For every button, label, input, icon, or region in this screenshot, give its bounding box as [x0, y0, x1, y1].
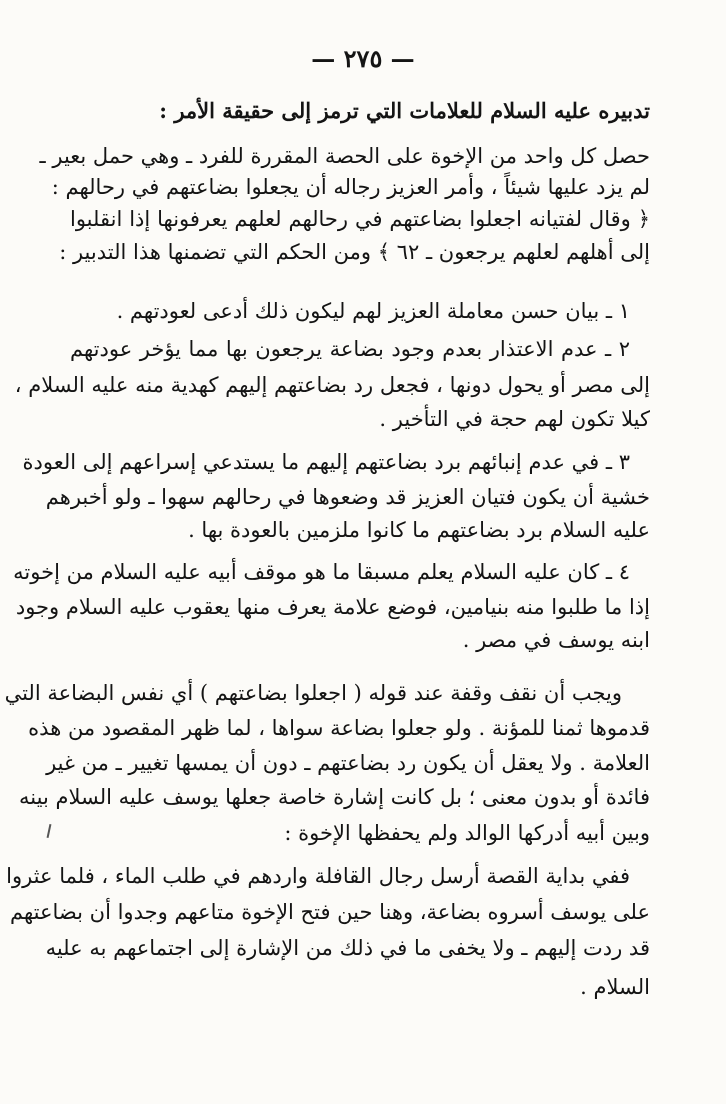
- text-line: قدموها ثمنا للمؤنة . ولو جعلوا بضاعة سواها ، لما ظهر المقصود من هذه: [28, 716, 650, 740]
- text-line: العلامة . ولا يعقل أن يكون رد بضاعتهم ـ دون أن يمسها تغيير ـ من غير: [46, 751, 650, 775]
- text-line: إذا ما طلبوا منه بنيامين، فوضع علامة يعرف منها يعقوب عليه السلام وجود: [15, 595, 650, 619]
- text-line: على يوسف أسروه بضاعة، وهنا حين فتح الإخوة متاعهم وجدوا أن بضاعتهم: [10, 900, 650, 924]
- text-line: كيلا تكون لهم حجة في التأخير .: [379, 407, 650, 431]
- section-heading: تدبيره عليه السلام للعلامات التي ترمز إلى حقيقة الأمر :: [159, 98, 650, 123]
- page-number: — ٢٧٥ —: [311, 44, 415, 73]
- text-line: فائدة أو بدون معنى ؛ بل كانت إشارة خاصة جعلها يوسف عليه السلام بينه: [19, 785, 650, 809]
- list-item-3: ٣ ـ في عدم إنبائهم برد بضاعتهم إليهم ما يستدعي إسراعهم إلى العودة: [22, 450, 630, 474]
- text-line: السلام .: [580, 975, 650, 999]
- paragraph-start: ويجب أن نقف وقفة عند قوله ( اجعلوا بضاعتهم ) أي نفس البضاعة التي: [4, 681, 622, 705]
- list-item-4: ٤ ـ كان عليه السلام يعلم مسبقا ما هو موقف أبيه عليه السلام من إخوته: [13, 560, 630, 584]
- list-item-1: ١ ـ بيان حسن معاملة العزيز لهم ليكون ذلك أدعى لعودتهم .: [116, 299, 630, 323]
- text-line: حصل كل واحد من الإخوة على الحصة المقررة للفرد ـ وهي حمل بعير ـ: [39, 144, 650, 168]
- text-line: وبين أبيه أدركها الوالد ولم يحفظها الإخوة :: [284, 821, 650, 845]
- quran-verse-line: إلى أهلهم لعلهم يرجعون ـ ٦٢ ﴾ ومن الحكم التي تضمنها هذا التدبير :: [59, 240, 650, 264]
- text-line: إلى مصر أو يحول دونها ، فجعل رد بضاعتهم إليهم كهدية منه عليه السلام ،: [14, 373, 650, 397]
- text-line: خشية أن يكون فتيان العزيز قد وضعوها في رحالهم سهوا ـ ولو أخبرهم: [45, 485, 650, 509]
- text-line: لم يزد عليها شيئاً ، وأمر العزيز رجاله أن يجعلوا بضاعتهم في رحالهم :: [51, 175, 650, 199]
- paragraph-start: ففي بداية القصة أرسل رجال القافلة واردهم في طلب الماء ، فلما عثروا: [6, 864, 630, 888]
- margin-mark: [47, 824, 52, 838]
- list-item-2: ٢ ـ عدم الاعتذار بعدم وجود بضاعة يرجعون بها مما يؤخر عودتهم: [70, 337, 630, 361]
- text-line: قد ردت إليهم ـ ولا يخفى ما في ذلك من الإشارة إلى اجتماعهم به عليه: [45, 936, 650, 960]
- text-line: ابنه يوسف في مصر .: [462, 628, 650, 652]
- quran-verse-line: ﴿ وقال لفتيانه اجعلوا بضاعتهم في رحالهم لعلهم يعرفونها إذا انقلبوا: [70, 207, 650, 231]
- text-line: عليه السلام برد بضاعتهم ما كانوا ملزمين بالعودة بها .: [188, 518, 650, 542]
